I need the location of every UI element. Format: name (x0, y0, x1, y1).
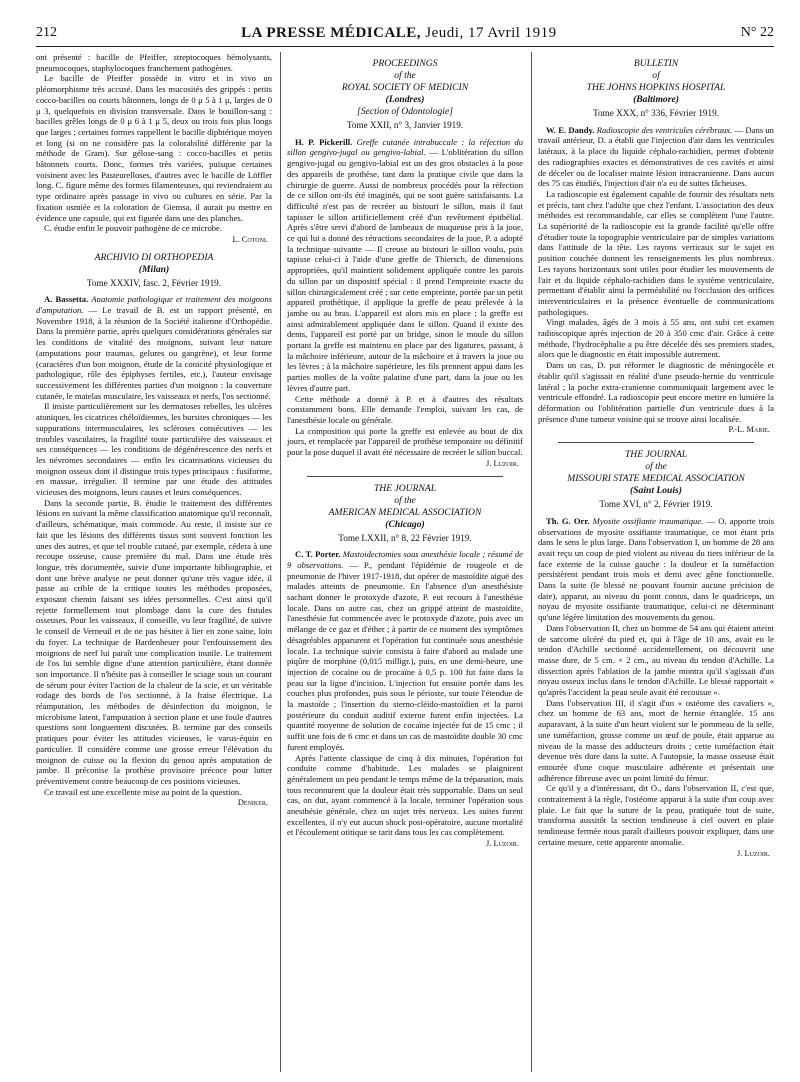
article-author: Th. G. Orr. (546, 515, 590, 526)
section-divider (307, 476, 503, 477)
journal-tome: Tome XVI, n° 2, Février 1919. (599, 499, 713, 510)
journal-city: (Milan) (138, 263, 170, 275)
article-author: W. E. Dandy. (546, 124, 595, 135)
article-title: Mastoidectomies sous anesthésie locale ; résumé de 9 observations. (287, 549, 523, 570)
signature: L. Cotoni. (232, 234, 268, 244)
page-number: 212 (36, 25, 57, 40)
paragraph: Dans l'observation II, chez un homme de 54 ans qui étaient atteint de sarcome ulcéré du pied et, qui à l'âge de 10 ans, avait eu le tendon d'Achille sectionné accidentellement, on découvrit une masse dure, de 5 cm. × 2 cm., au niveau du tendon d'Achille. La dissection après l'ablation de la jambe montra qu'il s'agissait d'un noyau osseux inclus dans le tendon d'Achille. Le blessé rapportait « qu'après l'accident la peau seule avait été recousue ». (538, 622, 774, 698)
paragraph: Dans la seconde partie, B. étudie le traitement des différentes lésions en suivant la même classification anatomique qu'il reconnaît, d'ailleurs, schématique, mais commode. Au reste, il insiste sur ce fait que les lésions des différents tissus sont souvent fonction les unes des autres, et que tel trouble cutané, par exemple, cédera à une recoupe osseuse, cause première du mal. Dans une étude très longue, très documentée, suivie d'une importante bibliographie, et dont une brève analyse ne peut donner qu'une très vague idée, il passe au crible de la critique toutes les méthodes proposées, exposant chemin faisant ses idées personnelles. C'est ainsi qu'il rejette formellement tout plombage dans la cure des fistules osseuses. Pour les vaisseaux, il conseille, vu leur fragilité, de suivre le conseil de Verneuil et de ne pas hésiter à lier en zone saine, loin du foyer. La technique de Bardenheuer pour l'enfouissement des moignons de nerf lui paraît une complication inutile. Le traitement de l'os lui semble digne d'une attention particulière, étant donnée son importance. Il n'hésite pas à conseiller le sciage sous un courant de sérum pour éviter l'action de la chaleur de la scie, et un véritable rodage des bords de l'os sectionné, à la fraise électrique. La réamputation, les méthodes de désinfection du moignon, le microbisme latent, l'amputation à section plane et une foule d'autres questions sont longuement discutées. B. termine par des conseils pratiques pour éviter les attitudes vicieuses, le varus-équin en particulier. Il considère comme une grosse erreur l'élévation du moignon de cuisse ou la flexion du genou après amputation de jambe. Il préconise la prothèse provisoire précoce pour lutter préventivement contre beaucoup de ces positions vicieuses. (36, 497, 272, 786)
paragraph: Après l'attente classique de cinq à dix minutes, l'opération fut conduite comme d'habitude. Les malades se plaignirent généralement un peu pendant le temps même de la trépanation, mais tous reconnurent que la douleur était très supportable. Dans un seul cas, on dut, ayant commencé à la locale, terminer l'opération sous anesthésie générale, chez un sujet très nerveux. Les suites furent excellentes, il n'y eut aucun shock post-opératoire, aucune mortalité et l'écoulement otitique se tarit dans tous les cas complètement. (287, 752, 523, 838)
journal-line: of the (394, 494, 416, 506)
journal-line: THE JOURNAL (624, 449, 688, 461)
paragraph: C. étudie enfin le pouvoir pathogène de ce microbe. (44, 223, 223, 234)
signature: J. Luzoir. (737, 848, 770, 858)
paragraph: Cette méthode a donné à P. et à d'autres des résultats constamment bons. Elle demande l'emploi, suivant les cas, de l'anesthésie locale ou générale. (287, 393, 523, 425)
paragraph: La composition qui porte la greffe est enlevée au bout de dix jours, et remplacée par l'appareil de prothèse temporaire ou définitif pour la pose duquel il avait été nécessaire de recréer le sillon buccal. (287, 425, 523, 458)
article-author: H. P. Pickerill. (295, 136, 353, 147)
journal-line: of the (394, 70, 416, 81)
article-paragraph (538, 516, 774, 623)
page-header (36, 22, 774, 44)
article-paragraph (287, 549, 523, 752)
article-title: Greffe cutanée intrabuccale : la réfection du sillon gengivo-jugal ou gengivo-labial. (287, 136, 523, 158)
paragraph: Dans l'observation III, il s'agit d'un « ostéome des cavaliers », chez un homme de 63 ans, mort de hernie étranglée. 15 ans auparavant, à la suite d'un heurt violent sur le pommeau de la selle, une tuméfaction, grosse comme un œuf de poule, était apparue au niveau de la masse des adducteurs droits ; cette tuméfaction était devenue très dure dans la suite. A l'autopsie, la masse osseuse était entourée d'une coque musculaire adhérente et présentait une adhérence fibreuse avec un point limité du fémur. (538, 697, 774, 783)
journal-city: (Chicago) (385, 518, 425, 530)
article-paragraph (36, 294, 272, 401)
header-title-group (241, 25, 557, 42)
signature: J. Luzoir. (486, 458, 519, 468)
column-1 (36, 52, 272, 1072)
journal-heading (287, 58, 523, 118)
article-paragraph (538, 125, 774, 189)
article-paragraph (287, 137, 523, 394)
journal-line: THE JOHNS HOPKINS HOSPITAL (586, 82, 726, 93)
journal-line: PROCEEDINGS (372, 58, 438, 69)
article-title: Myosite ossifiante traumatique. (592, 515, 704, 526)
journal-city: (Saint Louis) (630, 485, 682, 497)
columns (36, 52, 774, 1072)
paragraph: Vingt malades, âgés de 3 mois à 55 ans, ont subi cet examen radioscopique après injection de 20 à 350 cmc d'air. Grâce à cette méthode, l'hydrocéphalie a pu être décelée dès ses premiers stades, alors que le diagnostic en était impossible autrement. (538, 317, 774, 360)
paragraph: Ce travail est une excellente mise au point de la question. (44, 786, 242, 797)
column-2 (280, 52, 523, 1072)
article-title: Radioscopie des ventricules cérébraux. (596, 124, 733, 135)
article-text: — L'oblitération du sillon gengivo-jugal ou gengivo-labial est un des gros obstacles à la pose des appareils de prothèse, tant dans la pratique civile que dans la chirurgie de guerre. Aussi de nombreux procédés pour la réfection de ce sillon ont-ils été imaginés, qui ne sont guère satisfaisants. La difficulté n'est pas de recréer au bistouri le sillon, mais il faut tapisser le sillon artificiellement créé d'un revêtement épithélial. Après s'être servi d'abord de lambeaux de muqueuse pris à la joue, ce qui lui a donné des rétractions secondaires de la joue, P. a adopté la technique suivante — Il creuse au bistouri le sillon voulu, puis tapisse celui-ci à l'aide d'une greffe de Thiersch, de dimensions appropriées, qu'il maintient solidement appliquée contre les parois du sillon par un dispositif spécial : il prend l'empreinte exacte du sillon chirurgicalement créé ; sur cette empreinte, portée par un petit appareil prothétique, il applique la greffe de peau prélevée à la jambe ou au bras. L'appareil est alors mis en place ; la greffe est ainsi admirablement appliquée dans le sillon. Quand il existe des dents, l'appareil est porté par un bridge, sinon le moule du sillon portant la greffe est maintenu en place par des ligatures, passant, à la mâchoire inférieure, autour de la mâchoire et à travers la joue ou les lèvres ; à la mâchoire supérieure, les fils prennent appui dans les parties molles de la voûte palatine d'une part, dans la joue ou les lèvres d'autre part. (287, 147, 523, 393)
journal-heading (36, 252, 272, 276)
paragraph: Il insiste particulièrement sur les dermatoses rebelles, les ulcères atoniques, les cicatrices chéloïdiennes, les bursites chroniques — les suppurations intermusculaires, les scléroses consécutives — les troubles vasculaires, la fragilité toute particulière des vaisseaux et ses conséquences — les conditions de dégénérescence des nerfs et les névromes secondaires — enfin les cicatrisations vicieuses du moignon osseux dont il distingue trois types principaux : fusiforme, en massue, irrégulier. Il termine par une étude des attitudes vicieuses des moignons, leurs causes et leurs conséquences. (36, 401, 272, 498)
article-author: C. T. Porter. (295, 549, 341, 560)
column-3 (531, 52, 774, 1072)
journal-title: LA PRESSE MÉDICALE, (241, 24, 422, 41)
signature: Deniker. (237, 798, 268, 808)
journal-tome: Tome XXXIV, fasc. 2, Février 1919. (86, 277, 222, 288)
article-author: A. Bassetta. (44, 294, 89, 305)
journal-line: BULLETIN (633, 58, 679, 69)
journal-heading (287, 483, 523, 531)
issue-number: N° 22 (740, 25, 774, 40)
paragraph: La radioscopie est également capable de fournir des résultats nets et précis, tant chez l'adulte que chez l'enfant. L'association des deux méthodes est recommandable, car elles se complètent l'une l'autre. La supériorité de la radioscopie est la grande facilité qu'elle offre d'étudier toute la topographie ventriculaire par de simples variations dans l'attitude de la tête. Les rayons verticaux sur le sujet en position couchée donnent les renseignements les plus nombreux. Les rayons horizontaux sont utiles pour étudier les mouvements de l'air et du liquide céphalo-rachidien dans le système ventriculaire, permettant d'établir ainsi la perméabilité ou l'occlusion des orifices interventriculaires et la présence éventuelle de communications pathologiques. (538, 188, 774, 317)
paragraph: Ce qu'il y a d'intéressant, dit O., dans l'observation II, c'est que, contrairement à la règle, l'ostéome apparut à la suite d'un coup avec plaie. Le fait que la suture de la peau, pratiquée tout de suite, transforma aussitôt la section tendineuse à ciel ouvert en plaie tendineuse fermée nous paraît d'ailleurs pouvoir expliquer, dans une certaine mesure, cette apparente anomalie. (538, 783, 774, 847)
journal-city: (Baltimore) (633, 94, 679, 105)
journal-line: of (652, 70, 660, 81)
journal-line: THE JOURNAL (373, 482, 437, 494)
paragraph: Le bacille de Pfeiffer possède in vitro et in vivo un pléomorphisme très accusé. Dans les mucosités des grippés : petits cocco-bacilles ou courts bâtonnets, longs de 0 μ 5 à 1 μ, larges de 0 μ 3, quelquefois en division transversale. Dans le bouillon-sang : bacilles grêles longs de 0 μ 6 à 1 μ 5, deux ou trois fois plus longs que larges ; certaines formes rappellent le bacille diphtérique moyen et long (si on ne considère pas la colorabilité différente par la méthode de Gram). Sur gélose-sang : cocco-bacilles et petits bâtonnets courts. Donc, formes très variées, puisque certaines voisinent avec les Pasteurelloses, d'autres avec le bacille de Löffler long. C. figure même des formes filamenteuses, qui reviendraient au type ordinaire après passage in vivo ou cultures en série. Par la fixation osmiée et la coloration de Giemsa, il aurait pu mettre en évidence une capsule, qui est figurée dans une des planches. (36, 73, 272, 223)
journal-tome: Tome LXXII, n° 8, 22 Février 1919. (338, 532, 472, 543)
journal-line: ROYAL SOCIETY OF MEDICIN (341, 82, 469, 93)
article-text: — P., pendant l'épidémie de rougeole et de pneumonie de l'hiver 1917-1918, dut opérer de mastoïdite aiguë des malades atteints de pneumonie. En l'absence d'un anesthésiste sachant donner le protoxyde d'azote, P. eut recours à l'anesthésie locale. Dans un autre cas, chez un grippé atteint de mastoïdite, l'anesthésie fut commencée avec le protoxyde d'azote, puis avec un mélange de ce gaz et d'éther ; à partir de ce moment des symptômes désagréables apparurent et l'opération fut continuée sous anesthésie locale. La technique suivie consista à faire d'abord au malade une piqûre de morphine (0,015 milligr.), puis, en une demi-heure, une injection de cocaïne ou de procaïne à 0,5 p. 100 fut faite dans la peau sur la ligne d'incision. L'injection fut ensuite portée dans les couches plus profondes, puis sous le périoste, sur toute l'étendue de la mastoïde ; l'insertion du sterno-cléido-mastoïdien et la paroi postérieure du conduit auditif externe furent enfin injectées. La quantité moyenne de solution de cocaïne injectée fut de 15 cmc ; il suffit une fois de 6 cmc et dans un cas de mastoïdite double 30 cmc furent employés. (287, 559, 523, 752)
article-title: Anatomie pathologique et traitement des moignons d'amputation. (36, 294, 272, 316)
issue-date: Jeudi, 17 Avril 1919 (425, 24, 557, 41)
signature: P.-L. Marie. (728, 425, 770, 435)
journal-line: of the (645, 461, 667, 473)
journal-line: MISSOURI STATE MEDICAL ASSOCIATION (567, 473, 745, 485)
article-text: — Le travail de B. est un rapport présenté, en Novembre 1918, à la réunion de la Société italienne d'Orthopédie. Dans la première partie, après quelques considérations générales sur les conditions de vitalité des moignons, suivant leur nature (amputations pour traumas, gelures ou gangrène), et leur forme (caractères d'un bon moignon, étude de la conicité physiologique et pathologique, rôle des épiphyses fertiles, etc.), l'auteur envisage successivement les différentes parties d'un moignon : la couverture cutanée, le matelas musculaire, les vaisseaux et nerfs, l'os sectionné. (36, 305, 272, 401)
journal-heading (538, 58, 774, 106)
paragraph: ont présenté : bacille de Pfeiffer, streptocoques hémolysants, pneumocoques, staphylocoques franchement pathogènes. (36, 52, 272, 73)
article-text: — Dans un travail antérieur, D. a établi que l'injection d'air dans les ventricules latéraux, à la place du liquide céphalo-rachidien, permet d'obtenir des radiographies exactes et démonstratives de ces cavités et ainsi de déceler ou de localiser mainte lésion intracranienne. Dans aucun des 75 cas étudiés, l'injection d'air n'a eu de suites fâcheuses. (538, 124, 774, 189)
journal-tome: Tome XXX, n° 336, Février 1919. (592, 108, 720, 118)
journal-tome: Tome XXII, n° 3, Janvier 1919. (346, 120, 464, 130)
section-divider (558, 442, 754, 443)
header-rule (36, 46, 774, 47)
journal-name: ARCHIVIO DI ORTHOPEDIA (94, 251, 214, 263)
journal-section: [Section of Odontologie] (357, 106, 453, 117)
signature: J. Luzoir. (486, 839, 519, 849)
paragraph: Dans un cas, D. put réformer le diagnostic de méningocèle et établir qu'il s'agissait en réalité d'une pseudo-hernie du ventricule latéral ; la poche extra-cranienne communiquait largement avec le ventricule effondré. La radioscopie peut encore mettre en lumière la déformation ou l'oblitération partielle d'un ventricule dues à la présence d'une tumeur voisine qui se trouve ainsi localisée. (538, 360, 774, 424)
journal-city: (Londres) (385, 94, 425, 105)
article-text: — O. apporte trois observations de myosite ossifiante traumatique, ce mot étant pris dans le sens le plus large. Dans l'observation I, un homme de 28 ans avait reçu un coup de pied violent au niveau du tiers inférieur de la face externe de la cuisse gauche : la douleur et la tuméfaction persistèrent pendant trois mois et demi avec gêne fonctionnelle. Dans la suite (le blessé ne pouvant fournir aucune précision de date), apparut, au niveau du point contus, dans le quadriceps, un noyau de myosite ossifiante traumatique, celui-ci ne déterminant qu'une légère limitation des mouvements du genou. (538, 515, 774, 623)
journal-line: AMERICAN MEDICAL ASSOCIATION (328, 506, 482, 518)
journal-heading (538, 449, 774, 497)
